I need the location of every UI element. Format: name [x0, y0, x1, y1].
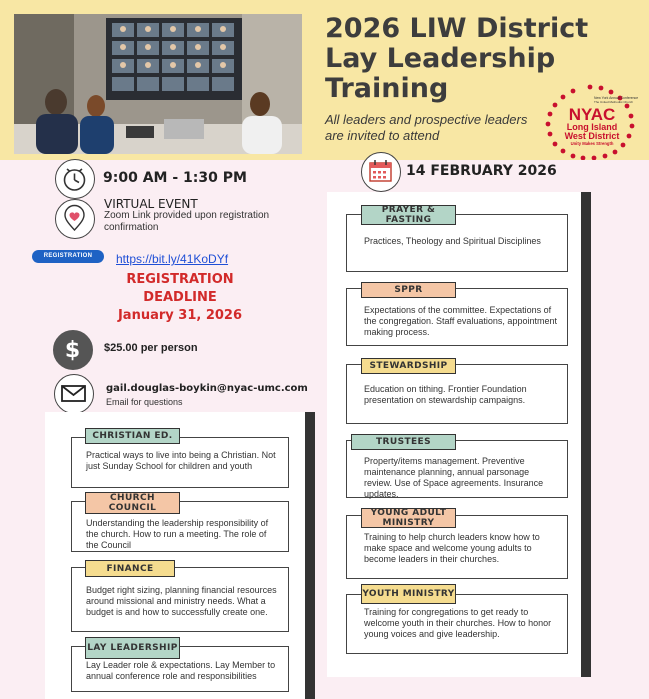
event-time: 9:00 AM - 1:30 PM	[103, 170, 247, 186]
calendar-icon	[361, 152, 401, 192]
topic-desc-sppr: Expectations of the committee. Expectations of the congregation. Staff evaluations, appointment making process.	[364, 305, 557, 337]
title-line-2: Lay Leadership	[325, 43, 556, 74]
logo-tagline: Unity Makes Strength	[570, 141, 614, 146]
logo-small-line-1: New York Annual Conference	[594, 96, 639, 100]
dollar-icon	[53, 330, 93, 370]
clock-icon	[55, 159, 95, 199]
virtual-event-title: VIRTUAL EVENT	[104, 197, 198, 211]
logo-line-2: West District	[564, 131, 620, 141]
topic-label-young-adult-ministry: YOUNG ADULT MINISTRY	[361, 508, 456, 528]
panel-right-shadow-bar	[581, 192, 591, 677]
topic-desc-trustees: Property/items management. Preventive maintenance planning, annual parsonage review. Use of Space agreements. Insurance updates.	[364, 456, 544, 499]
topic-desc-young-adult-ministry: Training to help church leaders know how to make space and welcome young adults to become leaders in their churches.	[364, 532, 540, 564]
topic-desc-christian-ed: Practical ways to live into being a Christian. Not just Sunday School for children and youth	[86, 450, 276, 471]
registration-link[interactable]: https://bit.ly/41KoDYf	[116, 252, 229, 266]
event-cost: $25.00 per person	[104, 342, 198, 354]
virtual-event-desc: Zoom Link provided upon registration confirmation	[104, 210, 270, 233]
topic-desc-youth-ministry: Training for congregations to get ready to welcome youth in their churches. How to honor young voices and give leadership.	[364, 607, 552, 639]
contact-email-note: Email for questions	[106, 397, 183, 407]
topic-desc-prayer-fasting: Practices, Theology and Spiritual Disciplines	[364, 236, 541, 246]
topic-label-stewardship: STEWARDSHIP	[361, 358, 456, 374]
event-date: 14 FEBRUARY 2026	[406, 163, 557, 179]
topic-desc-finance: Budget right sizing, planning financial resources around missional and ministry needs. What a budget is and how to successfully create one.	[86, 585, 277, 617]
title-line-3: Training	[325, 73, 449, 104]
heart-location-icon	[55, 199, 95, 239]
contact-email[interactable]: gail.douglas-boykin@nyac-umc.com	[106, 383, 308, 394]
registration-badge[interactable]: REGISTRATION	[32, 250, 104, 263]
svg-text:$: $	[64, 338, 81, 363]
logo-line-1: Long Island	[566, 122, 618, 132]
video-meeting-photo	[14, 14, 302, 154]
topic-desc-church-council: Understanding the leadership responsibility of the church. How to run a meeting. The role of the Council	[86, 518, 269, 550]
topic-label-lay-leadership: LAY LEADERSHIP	[85, 637, 180, 659]
envelope-icon	[54, 374, 94, 414]
topic-label-sppr: SPPR	[361, 282, 456, 298]
topic-label-church-council: CHURCH COUNCIL	[85, 492, 180, 514]
deadline-line-2: DEADLINE	[143, 290, 217, 305]
topic-label-trustees: TRUSTEES	[351, 434, 456, 450]
deadline-line-1: REGISTRATION	[126, 272, 234, 287]
nyac-logo	[540, 84, 640, 160]
topic-label-prayer-fasting: PRAYER & FASTING	[361, 205, 456, 225]
event-subtitle: All leaders and prospective leaders are invited to attend	[325, 112, 528, 143]
topic-label-finance: FINANCE	[85, 560, 175, 577]
logo-small-line-2: The United Methodist Church	[594, 100, 634, 104]
registration-deadline	[100, 271, 260, 325]
topic-label-youth-ministry: YOUTH MINISTRY	[361, 584, 456, 604]
title-line-1: 2026 LIW District	[325, 13, 589, 44]
deadline-date: January 31, 2026	[117, 308, 243, 323]
topic-desc-stewardship: Education on tithing. Frontier Foundation presentation on stewardship campaigns.	[364, 384, 527, 405]
topic-desc-lay-leadership: Lay Leader role & expectations. Lay Member to annual conference role and responsibilities	[86, 660, 276, 681]
topic-label-christian-ed: CHRISTIAN ED.	[85, 428, 180, 444]
nyac-logo-graphic	[540, 84, 640, 160]
panel-left-shadow-bar	[305, 412, 315, 699]
logo-abbrev: NYAC	[568, 105, 616, 124]
